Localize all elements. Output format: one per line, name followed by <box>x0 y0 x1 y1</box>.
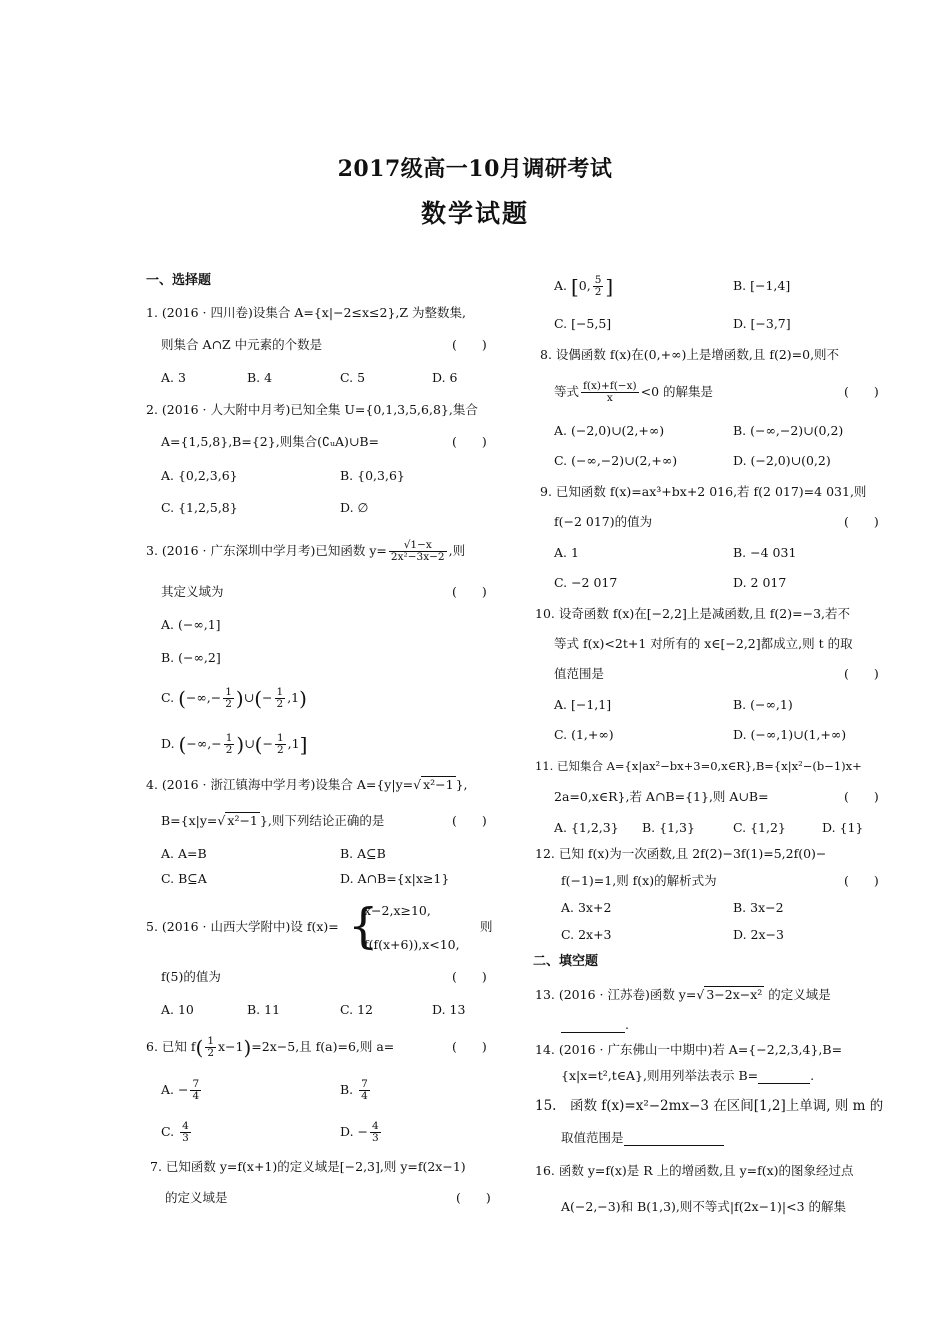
answer-paren: ( ) <box>452 969 487 984</box>
question-12-line-2: f(−1)=1,则 f(x)的解析式为 <box>561 873 717 888</box>
option-c: C. (−∞,− $\frac{1}{2}$ )∪(− $\frac{1}{2}$ ,1) <box>161 686 307 711</box>
option-a: A. 1 <box>554 545 579 560</box>
question-15-line-1: 15. 函数 f(x)=x²−2mx−3 在区间[1,2]上单调, 则 m 的 <box>535 1098 884 1114</box>
question-10-line-1: 10. 设奇函数 f(x)在[−2,2]上是减函数,且 f(2)=−3,若不 <box>535 606 851 621</box>
option-c: C. {1,2} <box>733 820 786 835</box>
option-d: D. 2x−3 <box>733 927 784 942</box>
answer-paren: ( ) <box>844 666 879 681</box>
fraction-half: $\frac{1}{2}$ <box>225 686 232 710</box>
answer-paren: ( ) <box>452 337 487 352</box>
answer-paren: ( ) <box>844 384 879 399</box>
option-letter: C. <box>161 690 179 705</box>
interval-text: ,1 <box>287 736 300 751</box>
union-sign: ∪ <box>244 736 255 751</box>
question-14-line-1: 14. (2016 · 广东佛山一中期中)若 A={−2,2,3,4},B= <box>535 1042 843 1057</box>
option-a: A. 3 <box>161 370 186 385</box>
q3-fraction <box>389 540 447 563</box>
option-a: A. [0, $\frac{5}{2}$ ] <box>554 274 614 299</box>
question-12-line-1: 12. 已知 f(x)为一次函数,且 2f(2)−3f(1)=5,2f(0)− <box>535 846 827 861</box>
option-letter: D. <box>161 736 179 751</box>
option-d: D. 2 017 <box>733 575 787 590</box>
option-a: A. − $\frac{7}{4}$ <box>161 1078 200 1102</box>
interval-text: ,1 <box>287 690 300 705</box>
exam-subtitle: 数学试题 <box>420 199 529 228</box>
option-c: C. B⊆A <box>161 871 207 886</box>
question-13-line-2: . <box>561 1017 629 1033</box>
option-c: C. [−5,5] <box>554 316 612 331</box>
question-1-line-2: 则集合 A∩Z 中元素的个数是 <box>161 337 323 352</box>
fraction-half: $\frac{1}{2}$ <box>225 732 233 756</box>
answer-blank[interactable] <box>758 1083 810 1084</box>
option-b: B. {1,3} <box>642 820 695 835</box>
question-8-line-2: 等式 $\frac{f(x)+f(-x)}{x}$ <0 的解集是 <box>554 380 714 404</box>
option-b: B. −4 031 <box>733 545 797 560</box>
option-b: B. [−1,4] <box>733 278 791 293</box>
option-c: C. $\frac{4}{3}$ <box>161 1120 189 1144</box>
section-choice-heading: 一、选择题 <box>146 273 212 288</box>
option-c: C. {1,2,5,8} <box>161 500 238 515</box>
option-c: C. 12 <box>340 1002 373 1017</box>
question-2-line-2: A={1,5,8},B={2},则集合(∁ᵤA)∪B= <box>161 434 380 449</box>
q3-denominator: 2x²−3x−2 <box>390 551 445 563</box>
option-a: A. {1,2,3} <box>554 820 619 835</box>
question-2-line-1: 2. (2016 · 人大附中月考)已知全集 U={0,1,3,5,6,8},集合 <box>146 402 478 417</box>
option-d: D. 6 <box>432 370 458 385</box>
option-d: D. (−∞,− $\frac{1}{2}$ )∪(− $\frac{1}{2}$ ,1] <box>161 732 308 757</box>
option-d: D. A∩B={x|x≥1} <box>340 871 450 886</box>
q4-radicand: x²−1 <box>423 777 454 792</box>
union-sign: ∪ <box>243 690 255 705</box>
question-9-line-2: f(−2 017)的值为 <box>554 514 653 529</box>
question-11-line-2: 2a=0,x∈R},若 A∩B={1},则 A∪B= <box>554 789 769 804</box>
option-b: B. A⊆B <box>340 846 386 861</box>
option-d: D. − $\frac{4}{3}$ <box>340 1120 379 1144</box>
option-d: D. {1} <box>822 820 864 835</box>
question-10-line-2: 等式 f(x)<2t+1 对所有的 x∈[−2,2]都成立,则 t 的取 <box>554 636 853 651</box>
question-7-line-2: 的定义域是 <box>165 1190 228 1205</box>
option-d: D. ∅ <box>340 500 369 515</box>
question-10-line-3: 值范围是 <box>554 666 605 681</box>
fraction-half: $\frac{1}{2}$ <box>276 732 284 756</box>
question-3-line-2: 其定义域为 <box>161 584 224 599</box>
option-a: A. [−1,1] <box>554 697 612 712</box>
answer-paren: ( ) <box>452 1039 487 1054</box>
option-b: B. 4 <box>247 370 273 385</box>
piecewise-brace: { <box>348 898 379 954</box>
question-5-then: 则 <box>480 919 493 934</box>
option-b: B. {0,3,6} <box>340 468 405 483</box>
answer-paren: ( ) <box>844 873 879 888</box>
answer-paren: ( ) <box>452 434 487 449</box>
question-5-line-2: f(5)的值为 <box>161 969 221 984</box>
answer-paren: ( ) <box>456 1190 491 1205</box>
question-15-line-2: 取值范围是 <box>561 1130 724 1146</box>
option-b: B. 11 <box>247 1002 281 1017</box>
question-11-line-1: 11. 已知集合 A={x|ax²−bx+3=0,x∈R},B={x|x²−(b−1)x+ <box>535 759 862 773</box>
answer-blank[interactable] <box>624 1145 724 1146</box>
option-b: B. $\frac{7}{4}$ <box>340 1078 368 1102</box>
answer-blank[interactable] <box>561 1032 625 1033</box>
section-fill-heading: 二、填空题 <box>533 954 599 969</box>
answer-paren: ( ) <box>452 813 487 828</box>
option-b: B. (−∞,−2)∪(0,2) <box>733 423 844 438</box>
q3-numerator: √1−x <box>389 540 447 552</box>
option-a: A. A=B <box>161 846 207 861</box>
interval-text: −∞,− <box>186 736 222 751</box>
option-b: B. 3x−2 <box>733 900 784 915</box>
option-d: D. (−∞,1)∪(1,+∞) <box>733 727 847 742</box>
q4-radicand: x²−1 <box>227 813 258 828</box>
question-13-line-1: 13. (2016 · 江苏卷)函数 y=√ 3−2x−x² 的定义域是 <box>535 987 831 1002</box>
answer-paren: ( ) <box>844 514 879 529</box>
question-16-line-2: A(−2,−3)和 B(1,3),则不等式|f(2x−1)|<3 的解集 <box>561 1199 847 1214</box>
option-c: C. 2x+3 <box>561 927 612 942</box>
question-1-line-1: 1. (2016 · 四川卷)设集合 A={x|−2≤x≤2},Z 为整数集, <box>146 305 467 320</box>
option-b: B. (−∞,2] <box>161 650 221 665</box>
option-d: D. [−3,7] <box>733 316 791 331</box>
question-4-line-1: 4. (2016 · 浙江镇海中学月考)设集合 A={y|y=√ x²−1 }, <box>146 777 468 792</box>
question-6-line-1: 6. 已知 f( $\frac{1}{2}$ x−1)=2x−5,且 f(a)=6,则 a= <box>146 1035 395 1060</box>
question-9-line-1: 9. 已知函数 f(x)=ax³+bx+2 016,若 f(2 017)=4 031,则 <box>540 484 867 499</box>
question-8-line-1: 8. 设偶函数 f(x)在(0,+∞)上是增函数,且 f(2)=0,则不 <box>540 347 840 362</box>
question-4-line-2: B={x|y=√ x²−1 },则下列结论正确的是 <box>161 813 385 828</box>
interval-text: −∞,− <box>185 690 222 705</box>
q3-text-a: 3. (2016 · 广东深圳中学月考)已知函数 y= <box>146 543 387 558</box>
option-a: A. {0,2,3,6} <box>161 468 238 483</box>
option-a: A. 10 <box>161 1002 194 1017</box>
exam-title: 2017级高一10月调研考试 <box>337 156 613 182</box>
answer-paren: ( ) <box>844 789 879 804</box>
option-d: D. 13 <box>432 1002 466 1017</box>
option-a: A. (−∞,1] <box>161 617 221 632</box>
option-c: C. (1,+∞) <box>554 727 614 742</box>
option-c: C. −2 017 <box>554 575 618 590</box>
question-7-line-1: 7. 已知函数 y=f(x+1)的定义域是[−2,3],则 y=f(2x−1) <box>150 1159 466 1174</box>
q13-radicand: 3−2x−x² <box>706 987 763 1002</box>
question-14-line-2: {x|x=t²,t∈A},则用列举法表示 B= . <box>561 1068 815 1083</box>
answer-paren: ( ) <box>452 584 487 599</box>
piecewise-case-1: x−2,x≥10, <box>364 903 431 918</box>
option-d: D. (−2,0)∪(0,2) <box>733 453 831 468</box>
option-c: C. 5 <box>340 370 366 385</box>
question-5-line-1: 5. (2016 · 山西大学附中)设 f(x)= <box>146 919 339 934</box>
q3-text-b: ,则 <box>448 543 466 558</box>
option-c: C. (−∞,−2)∪(2,+∞) <box>554 453 678 468</box>
option-a: A. (−2,0)∪(2,+∞) <box>554 423 665 438</box>
question-16-line-1: 16. 函数 y=f(x)是 R 上的增函数,且 y=f(x)的图象经过点 <box>535 1163 854 1178</box>
option-a: A. 3x+2 <box>561 900 612 915</box>
piecewise-case-2: f(f(x+6)),x<10, <box>364 937 460 952</box>
question-3-line-1 <box>146 538 465 564</box>
option-b: B. (−∞,1) <box>733 697 793 712</box>
fraction-half: $\frac{1}{2}$ <box>276 686 284 710</box>
